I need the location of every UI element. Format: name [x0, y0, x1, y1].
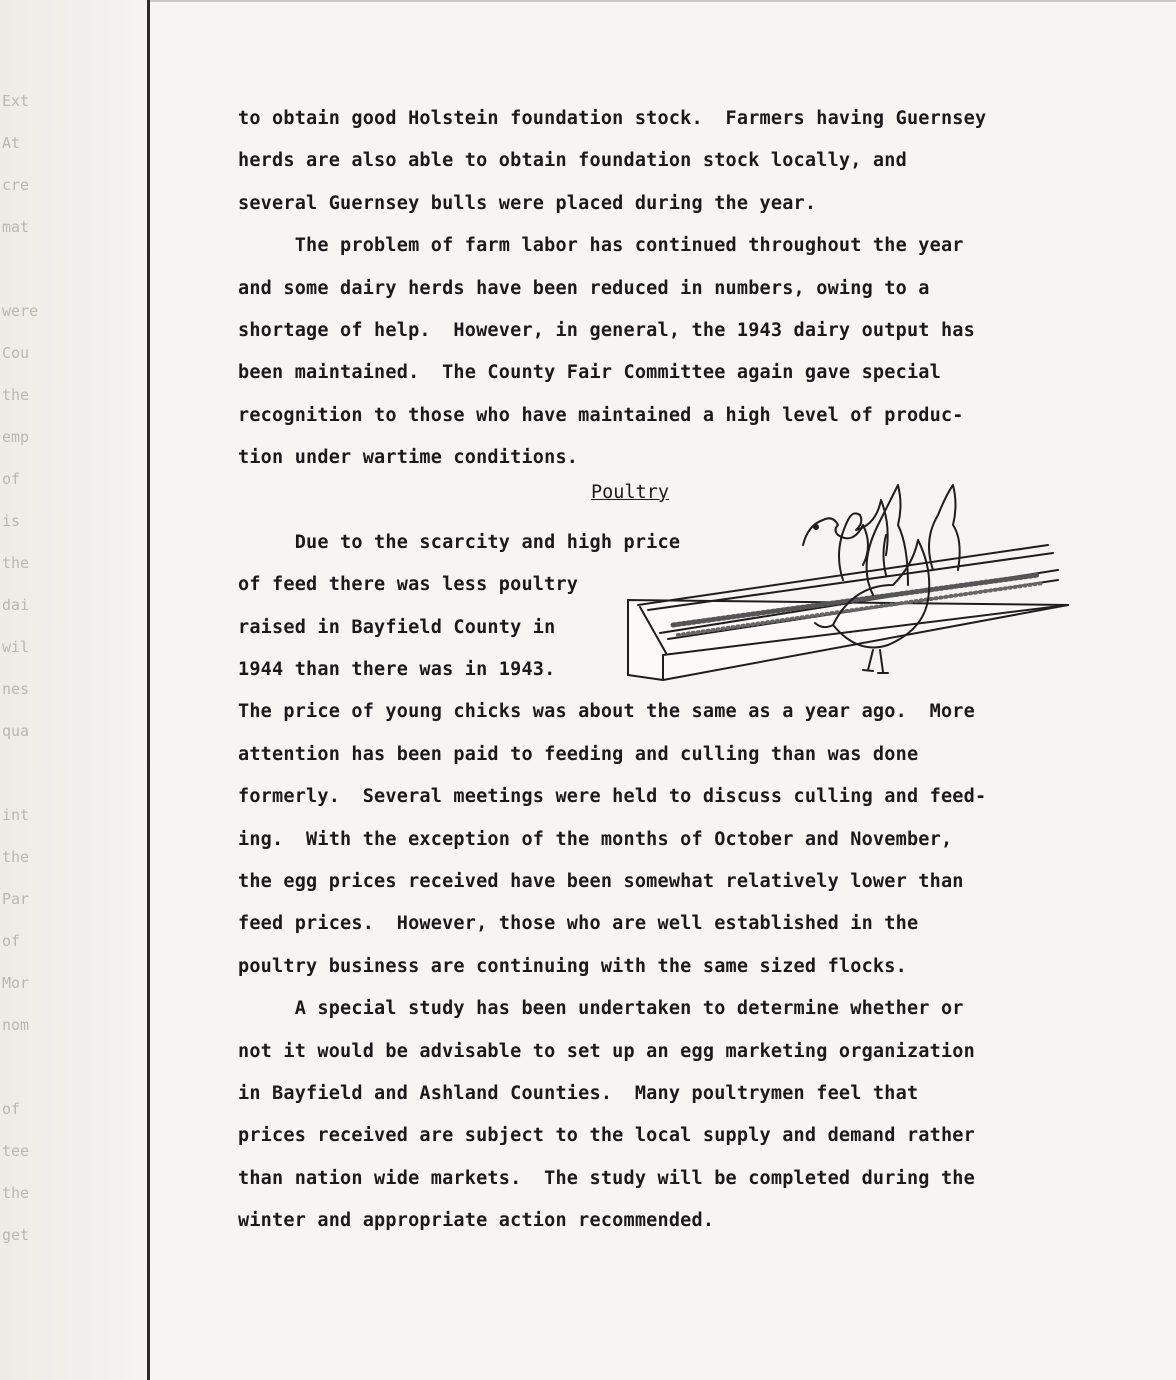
ghost-word: nes [2, 680, 30, 698]
text-line: the egg prices received have been somewhat relatively lower than [238, 871, 964, 893]
text-line: herds are also able to obtain foundation stock locally, and [238, 150, 907, 172]
ghost-word: is [2, 512, 21, 530]
ghost-word: mat [2, 218, 30, 236]
text-line: Due to the scarcity and high price [238, 531, 681, 553]
text-line: The price of young chicks was about the same as a year ago. More [238, 701, 975, 723]
text-line: to obtain good Holstein foundation stock. Farmers having Guernsey [238, 108, 987, 129]
ghost-word: get [2, 1226, 30, 1244]
section-heading-poultry: Poultry [591, 482, 669, 503]
ghost-word: Cou [2, 344, 30, 362]
text-line: poultry business are continuing with the same sized flocks. [238, 955, 907, 977]
text-line: been maintained. The County Fair Committee again gave special [238, 362, 941, 384]
text-line: formerly. Several meetings were held to discuss culling and feed- [238, 786, 987, 808]
text-line: ing. With the exception of the months of October and November, [238, 828, 953, 850]
ghost-word: Ext [2, 92, 30, 110]
binding-line [147, 0, 150, 1380]
ghost-word: dai [2, 596, 30, 614]
ghost-word: emp [2, 428, 30, 446]
bleed-through-margin-text [0, 0, 70, 1380]
ghost-word: qua [2, 722, 30, 740]
ghost-word: wil [2, 638, 30, 656]
text-line: attention has been paid to feeding and culling than was done [238, 743, 919, 765]
text-line: A special study has been undertaken to determine whether or [238, 998, 964, 1020]
ghost-word: the [2, 848, 30, 866]
text-line: in Bayfield and Ashland Counties. Many poultrymen feel that [238, 1082, 919, 1104]
text-line: tion under wartime conditions. [238, 447, 579, 469]
ghost-word: of [2, 932, 21, 950]
ghost-word: nom [2, 1016, 30, 1034]
text-line: winter and appropriate action recommended. [238, 1210, 715, 1232]
text-line: of feed there was less poultry [238, 574, 579, 596]
ghost-word: the [2, 1184, 30, 1202]
text-line: prices received are subject to the local supply and demand rather [238, 1125, 975, 1147]
chickens-at-feeder-illustration [618, 475, 1078, 690]
text-line: raised in Bayfield County in [238, 616, 556, 638]
text-line: than nation wide markets. The study will be completed during the [238, 1167, 975, 1189]
ghost-word: Mor [2, 974, 30, 992]
ghost-word: cre [2, 176, 30, 194]
text-line: feed prices. However, those who are well established in the [238, 913, 919, 935]
text-line: The problem of farm labor has continued throughout the year [238, 235, 964, 257]
text-line: 1944 than there was in 1943. [238, 659, 556, 681]
ghost-word: tee [2, 1142, 30, 1160]
ghost-word: At [2, 134, 21, 152]
text-line: several Guernsey bulls were placed during the year. [238, 192, 817, 214]
text-line: recognition to those who have maintained a high level of produc- [238, 404, 964, 426]
ghost-word: the [2, 386, 30, 404]
ghost-word: int [2, 806, 30, 824]
ghost-word: were [2, 302, 39, 320]
text-line: shortage of help. However, in general, the 1943 dairy output has [238, 319, 975, 341]
ghost-word: of [2, 1100, 21, 1118]
ghost-word: Par [2, 890, 30, 908]
text-line: and some dairy herds have been reduced in numbers, owing to a [238, 277, 930, 299]
ghost-word: the [2, 554, 30, 572]
page-top-edge [150, 0, 1176, 2]
ghost-word: of [2, 470, 21, 488]
text-line: not it would be advisable to set up an egg marketing organization [238, 1040, 975, 1062]
